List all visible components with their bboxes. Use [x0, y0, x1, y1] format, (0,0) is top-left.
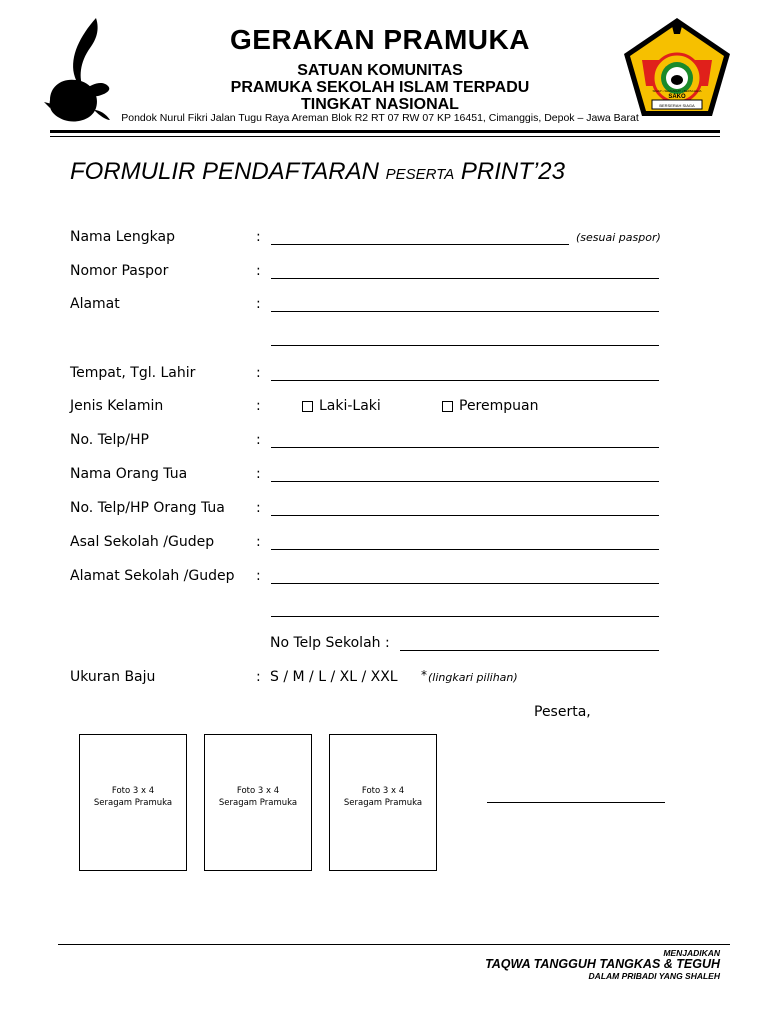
- label-baju: Ukuran Baju: [70, 669, 156, 685]
- input-telp[interactable]: [271, 447, 659, 448]
- form-title-main: FORMULIR PENDAFTARAN: [70, 158, 379, 185]
- input-ortu[interactable]: [271, 481, 659, 482]
- label-paspor: Nomor Paspor: [70, 263, 169, 279]
- form-title-event: PRINT’23: [460, 158, 565, 185]
- form-title: [70, 158, 565, 186]
- note-lingkari: (lingkari pilihan): [428, 671, 518, 684]
- sako-badge-icon: [622, 16, 732, 118]
- photo-box-1[interactable]: [79, 734, 187, 871]
- input-sekolah[interactable]: [271, 549, 659, 550]
- colon: :: [256, 296, 261, 312]
- label-ttl: Tempat, Tgl. Lahir: [70, 365, 196, 381]
- colon: :: [256, 398, 261, 414]
- badge-banner: BERSERAH SIAGA: [659, 103, 695, 108]
- option-laki-laki-label: Laki-Laki: [319, 398, 381, 414]
- address-line: Pondok Nurul Fikri Jalan Tugu Raya Areman Blok R2 RT 07 RW 07 KP 16451, Cimanggis, Depok – Jawa Barat: [121, 112, 639, 124]
- photo-box-line2: Seragam Pramuka: [218, 798, 298, 808]
- input-alamat-sekolah-1[interactable]: [271, 583, 659, 584]
- header-rule-thick: [50, 130, 720, 133]
- school-title: PRAMUKA SEKOLAH ISLAM TERPADU: [230, 79, 530, 96]
- badge-motto: SIGAP • SEMANGAT • BERSAHAJA: [652, 89, 702, 93]
- note-paspor: (sesuai paspor): [576, 231, 661, 244]
- option-laki-laki[interactable]: [302, 398, 381, 414]
- colon: :: [256, 466, 261, 482]
- colon: :: [256, 669, 261, 685]
- footer-line1: MENJADIKAN: [663, 948, 720, 958]
- colon: :: [256, 263, 261, 279]
- footer-rule: [58, 944, 730, 945]
- label-alamat-sekolah: Alamat Sekolah /Gudep: [70, 568, 235, 584]
- colon: :: [256, 568, 261, 584]
- label-ortu: Nama Orang Tua: [70, 466, 188, 482]
- org-title: GERAKAN PRAMUKA: [230, 24, 530, 55]
- checkbox-icon[interactable]: [442, 401, 453, 412]
- colon: :: [256, 500, 261, 516]
- colon: :: [256, 229, 261, 245]
- label-telp-ortu: No. Telp/HP Orang Tua: [70, 500, 225, 516]
- option-perempuan[interactable]: [442, 398, 538, 414]
- colon: :: [256, 534, 261, 550]
- photo-box-2[interactable]: [204, 734, 312, 871]
- footer-line2: TAQWA TANGGUH TANGKAS & TEGUH: [485, 957, 720, 971]
- form-title-small: PESERTA: [385, 166, 455, 183]
- input-alamat-2[interactable]: [271, 345, 659, 346]
- input-alamat-1[interactable]: [271, 311, 659, 312]
- note-star: *: [421, 668, 427, 682]
- photo-box-line2: Seragam Pramuka: [343, 798, 423, 808]
- size-options[interactable]: S / M / L / XL / XXL: [270, 669, 398, 685]
- photo-box-line2: Seragam Pramuka: [93, 798, 173, 808]
- photo-box-line1: Foto 3 x 4: [361, 786, 405, 796]
- label-jk: Jenis Kelamin: [70, 398, 164, 414]
- input-telp-ortu[interactable]: [271, 515, 659, 516]
- footer-line3: DALAM PRIBADI YANG SHALEH: [588, 971, 720, 981]
- badge-label: SAKO: [668, 94, 686, 100]
- option-perempuan-label: Perempuan: [459, 398, 539, 414]
- label-alamat: Alamat: [70, 296, 120, 312]
- photo-box-line1: Foto 3 x 4: [111, 786, 155, 796]
- level-title: TINGKAT NASIONAL: [301, 96, 459, 113]
- colon: :: [256, 365, 261, 381]
- unit-title: SATUAN KOMUNITAS: [297, 62, 463, 79]
- colon: :: [256, 432, 261, 448]
- signature-line[interactable]: [487, 802, 665, 803]
- label-nama: Nama Lengkap: [70, 229, 175, 245]
- photo-box-3[interactable]: [329, 734, 437, 871]
- tunas-kelapa-logo-icon: [40, 16, 120, 124]
- label-telp: No. Telp/HP: [70, 432, 149, 448]
- label-telp-sekolah: No Telp Sekolah :: [270, 635, 390, 651]
- signature-label: Peserta,: [534, 704, 591, 720]
- input-alamat-sekolah-2[interactable]: [271, 616, 659, 617]
- input-nama[interactable]: [271, 244, 569, 245]
- label-sekolah: Asal Sekolah /Gudep: [70, 534, 215, 550]
- input-ttl[interactable]: [271, 380, 659, 381]
- input-paspor[interactable]: [271, 278, 659, 279]
- input-telp-sekolah[interactable]: [400, 650, 659, 651]
- checkbox-icon[interactable]: [302, 401, 313, 412]
- header-rule-thin: [50, 136, 720, 137]
- photo-box-line1: Foto 3 x 4: [236, 786, 280, 796]
